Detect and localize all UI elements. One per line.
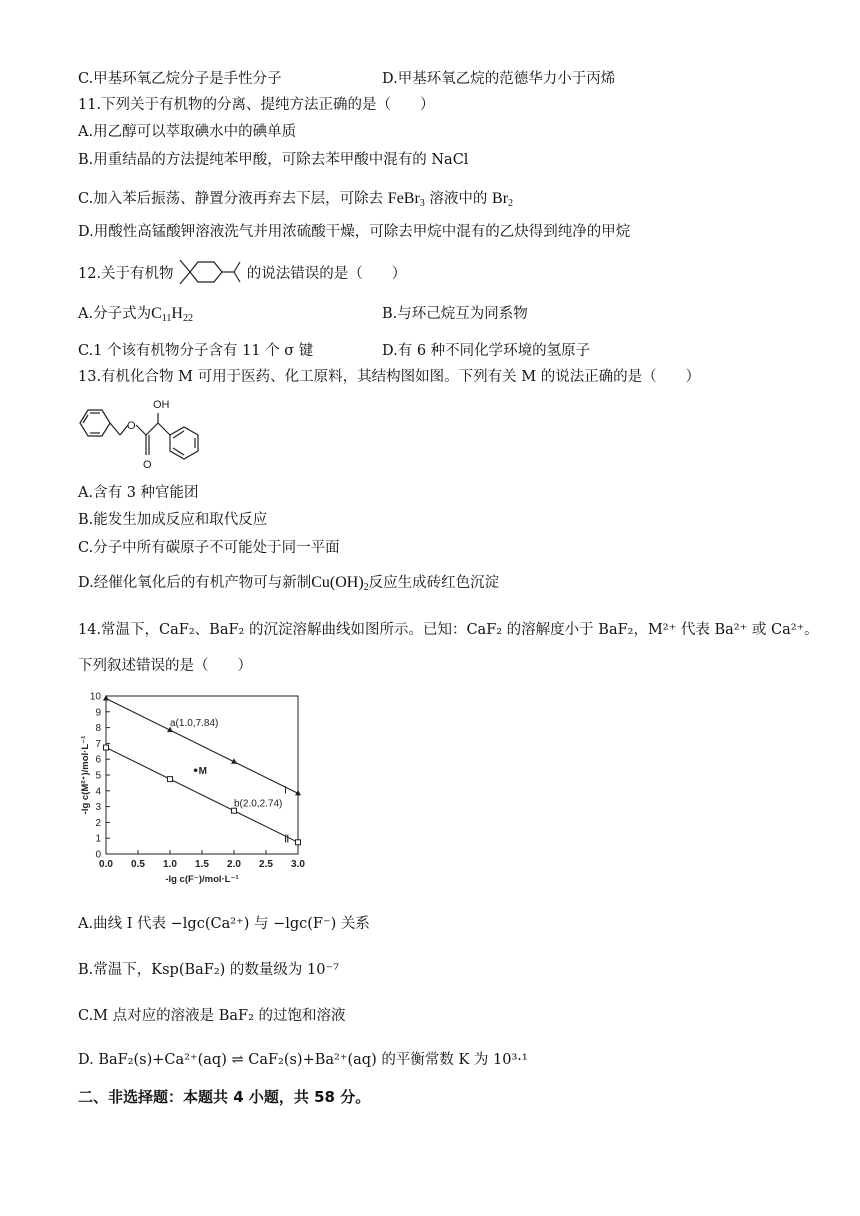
q12-stem-post: 的说法错误的是（ ） [246,266,407,282]
y-tick-label: 8 [95,723,101,735]
q14-stem-line2: 下列叙述错误的是（ ） [78,658,252,674]
q13-option-d-text: D.经催化氧化后的有机产物可与新制 [78,575,312,591]
q10-option-c: C.甲基环氧乙烷分子是手性分子 [78,71,282,87]
x-tick-label: 2.5 [259,859,273,870]
point-m-label: M [198,765,207,777]
q13-option-c: C.分子中所有碳原子不可能处于同一平面 [78,540,340,556]
q12-formula: $C_{11}H_{22}$ [151,305,193,324]
point-m-marker [194,768,198,772]
q13-ester-oxygen: O [127,420,136,432]
q11-option-c-text: C.加入苯后振荡、静置分液再弃去下层，可除去 [78,191,384,207]
q12-stem-pre: 12.关于有机物 [78,266,174,282]
x-tick-label: 1.5 [195,859,209,870]
y-tick-label: 10 [89,691,101,703]
q14-stem-line1: 14.常温下，CaF₂、BaF₂ 的沉淀溶解曲线如图所示。已知：CaF₂ 的溶解度小于 BaF₂，M²⁺ 代表 Ba²⁺ 或 Ca²⁺。 [78,622,819,638]
y-tick-label: 1 [95,833,101,845]
y-tick-label: 2 [95,817,101,829]
q11-option-a: A.用乙醇可以萃取碘水中的碘单质 [78,124,297,140]
q12-option-b: B.与环己烷互为同系物 [382,306,528,322]
q14-option-c: C.M 点对应的溶液是 BaF₂ 的过饱和溶液 [78,1008,346,1024]
series-label: I [284,784,288,797]
q14-option-b: B.常温下，Ksp(BaF₂) 的数量级为 10⁻⁷ [78,962,339,978]
q11-option-c [78,189,513,209]
series-label: Ⅱ [284,833,290,846]
series-point-square [168,777,173,782]
y-tick-label: 3 [95,802,101,814]
q13-cuoh2-formula: $Cu(OH)_2$ [311,574,369,593]
q11-stem: 11.下列关于有机物的分离、提纯方法正确的是（ ） [78,97,435,113]
q12-stem [78,258,406,286]
q12-option-d: D.有 6 种不同化学环境的氢原子 [382,343,591,359]
series-line-2 [106,748,298,843]
x-tick-label: 2.0 [227,859,241,870]
q10-option-d: D.甲基环氧乙烷的范德华力小于丙烯 [382,71,616,87]
q12-skeletal-structure [178,258,242,286]
series-point-square [296,840,301,845]
q13-carbonyl-oxygen: O [143,459,152,471]
q12-option-a [78,304,193,324]
y-axis-label: -lg c(M²⁺)/mol·L⁻¹ [80,735,91,815]
q13-molecule-structure [76,395,216,475]
section-2-heading: 二、非选择题：本题共 4 小题，共 58 分。 [78,1088,371,1106]
q11-option-c-mid: 溶液中的 [429,191,488,207]
q13-option-d [78,573,499,593]
y-tick-label: 4 [95,786,101,798]
q11-option-d: D.用酸性高锰酸钾溶液洗气并用浓硫酸干燥，可除去甲烷中混有的乙炔得到纯净的甲烷 [78,224,631,240]
q14-option-d: D. BaF₂(s)+Ca²⁺(aq) ⇌ CaF₂(s)+Ba²⁺(aq) 的平衡常数 K 为 10³·¹ [78,1052,528,1068]
q14-option-a: A.曲线 I 代表 −lgc(Ca²⁺) 与 −lgc(F⁻) 关系 [78,916,370,932]
q13-stem: 13.有机化合物 M 可用于医药、化工原料，其结构图如图。下列有关 M 的说法正确的是（ ） [78,369,701,385]
q13-option-d-post: 反应生成砖红色沉淀 [368,575,500,591]
y-tick-label: 5 [95,770,101,782]
point-annotation: a(1.0,7.84) [170,718,219,730]
y-tick-label: 9 [95,707,101,719]
point-annotation: b(2.0,2.74) [234,798,283,810]
y-tick-label: 7 [95,738,101,750]
x-tick-label: 0.0 [99,859,113,870]
q13-option-b: B.能发生加成反应和取代反应 [78,512,268,528]
x-tick-label: 3.0 [291,859,305,870]
x-axis-label: -lg c(F⁻)/mol·L⁻¹ [165,874,239,885]
q11-br2-formula: $Br_2$ [492,190,514,209]
x-tick-label: 1.0 [163,859,177,870]
series-point-square [104,745,109,750]
q11-option-b: B.用重结晶的方法提纯苯甲酸，可除去苯甲酸中混有的 NaCl [78,152,469,168]
series-line-1 [106,699,298,794]
q14-dissolution-chart [76,688,316,894]
x-tick-label: 0.5 [131,859,145,870]
q12-option-c: C.1 个该有机物分子含有 11 个 σ 键 [78,343,314,359]
y-tick-label: 0 [95,849,101,861]
q13-hydroxyl-label: OH [153,399,170,411]
q11-febr3-formula: FeBr$_3$ [387,190,425,209]
q12-option-a-text: A.分子式为 [78,306,152,322]
q13-option-a: A.含有 3 种官能团 [78,485,199,501]
y-tick-label: 6 [95,754,101,766]
